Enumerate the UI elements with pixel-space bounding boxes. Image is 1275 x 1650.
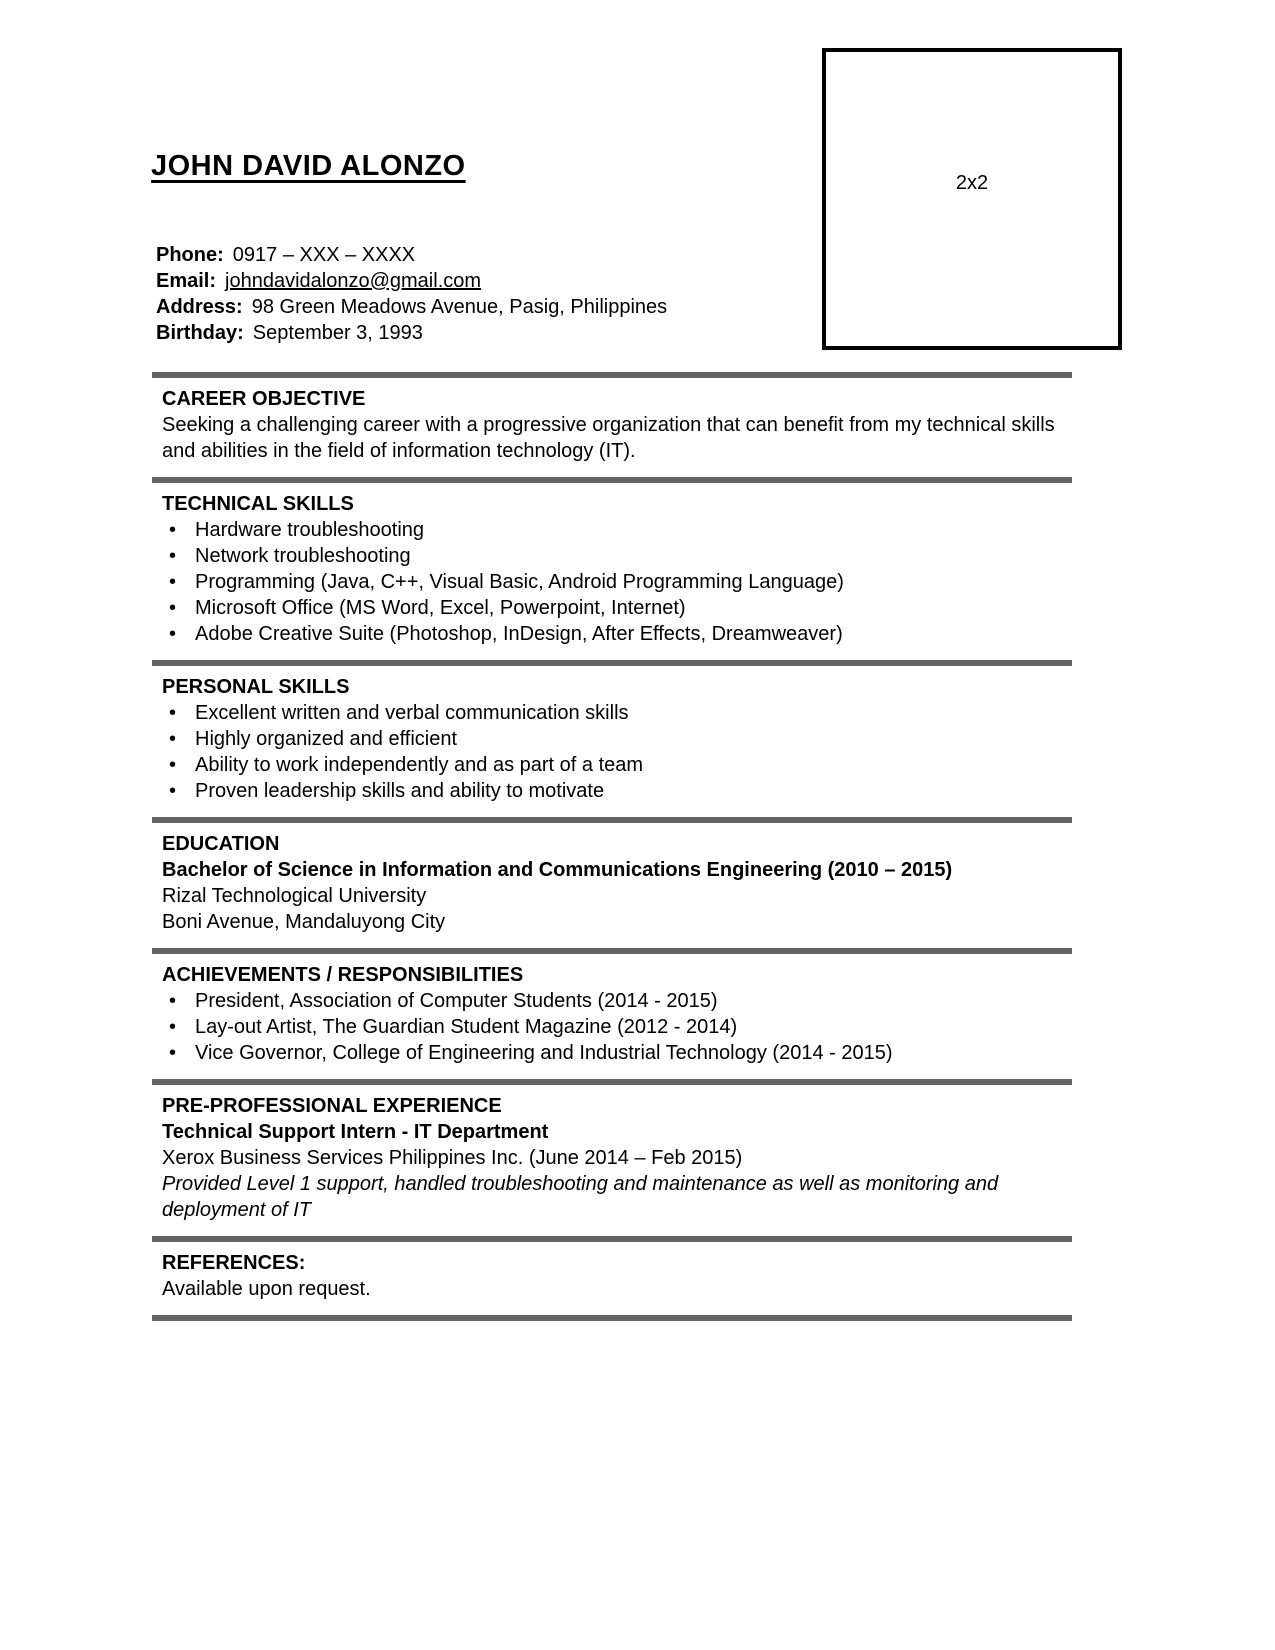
education-degree: Bachelor of Science in Information and Communications Engineering (2010 – 2015) [162, 859, 953, 881]
contact-block [152, 242, 1072, 346]
experience-position: Technical Support Intern - IT Department [162, 1121, 549, 1143]
email-link[interactable]: johndavidalonzo@gmail.com [225, 270, 482, 292]
section-references [152, 1242, 1072, 1315]
bullet-text: Adobe Creative Suite (Photoshop, InDesign, After Effects, Dreamweaver) [195, 623, 843, 645]
bullet-item [162, 621, 1072, 647]
experience-company: Xerox Business Services Philippines Inc. (June 2014 – Feb 2015) [162, 1147, 743, 1169]
bullet-icon: • [169, 780, 177, 802]
bullet-list [162, 517, 1072, 647]
bullet-item [162, 595, 1072, 621]
bullet-text: Network troubleshooting [195, 545, 411, 567]
bullet-item [162, 517, 1072, 543]
resume-name-heading: JOHN DAVID ALONZO [151, 150, 466, 182]
bullet-text: President, Association of Computer Students (2014 - 2015) [195, 990, 718, 1012]
references-text: Available upon request. [162, 1278, 371, 1300]
bullet-item [162, 726, 1072, 752]
bullet-text: Lay-out Artist, The Guardian Student Magazine (2012 - 2014) [195, 1016, 738, 1038]
contact-row-phone [156, 242, 1072, 268]
section-divider [152, 1315, 1072, 1321]
bullet-item [162, 700, 1072, 726]
career-objective-text: Seeking a challenging career with a progressive organization that can benefit from my technical skills and abilities in the field of information technology (IT). [162, 414, 1055, 462]
section-heading: PERSONAL SKILLS [162, 676, 350, 698]
contact-value: 98 Green Meadows Avenue, Pasig, Philippines [251, 296, 668, 318]
section-achievements [152, 954, 1072, 1079]
bullet-text: Programming (Java, C++, Visual Basic, Android Programming Language) [195, 571, 844, 593]
contact-label: Phone: [156, 244, 224, 266]
section-heading: ACHIEVEMENTS / RESPONSIBILITIES [162, 964, 524, 986]
bullet-icon: • [169, 702, 177, 724]
contact-label: Email: [156, 270, 217, 292]
bullet-icon: • [169, 597, 177, 619]
education-school: Rizal Technological University [162, 885, 427, 907]
bullet-icon: • [169, 1042, 177, 1064]
bullet-text: Hardware troubleshooting [195, 519, 425, 541]
section-heading: TECHNICAL SKILLS [162, 493, 354, 515]
section-personal-skills [152, 666, 1072, 817]
bullet-item [162, 1040, 1072, 1066]
contact-row-email [156, 268, 1072, 294]
section-education [152, 823, 1072, 948]
bullet-icon: • [169, 519, 177, 541]
bullet-item [162, 752, 1072, 778]
bullet-list [162, 988, 1072, 1066]
section-heading: CAREER OBJECTIVE [162, 388, 366, 410]
section-technical-skills [152, 483, 1072, 660]
bullet-text: Proven leadership skills and ability to motivate [195, 780, 605, 802]
contact-value: September 3, 1993 [252, 322, 423, 344]
bullet-item [162, 1014, 1072, 1040]
bullet-item [162, 988, 1072, 1014]
bullet-icon: • [169, 571, 177, 593]
bullet-text: Microsoft Office (MS Word, Excel, Powerpoint, Internet) [195, 597, 686, 619]
bullet-item [162, 778, 1072, 804]
contact-row-birthday [156, 320, 1072, 346]
bullet-icon: • [169, 623, 177, 645]
contact-label: Address: [156, 296, 243, 318]
bullet-icon: • [169, 990, 177, 1012]
section-heading: REFERENCES: [162, 1252, 306, 1274]
bullet-item [162, 543, 1072, 569]
section-heading: EDUCATION [162, 833, 280, 855]
bullet-icon: • [169, 545, 177, 567]
contact-value: 0917 – XXX – XXXX [232, 244, 416, 266]
photo-size-label: 2x2 [955, 171, 989, 194]
contact-row-address [156, 294, 1072, 320]
section-career-objective [152, 378, 1072, 477]
section-pre-professional-experience [152, 1085, 1072, 1236]
bullet-text: Ability to work independently and as part of a team [195, 754, 644, 776]
bullet-text: Excellent written and verbal communication skills [195, 702, 629, 724]
education-address: Boni Avenue, Mandaluyong City [162, 911, 446, 933]
bullet-icon: • [169, 754, 177, 776]
bullet-text: Vice Governor, College of Engineering and Industrial Technology (2014 - 2015) [195, 1042, 893, 1064]
bullet-text: Highly organized and efficient [195, 728, 458, 750]
bullet-icon: • [169, 728, 177, 750]
experience-description: Provided Level 1 support, handled troubleshooting and maintenance as well as monitoring and deployment of IT [162, 1173, 999, 1221]
bullet-list [162, 700, 1072, 804]
contact-label: Birthday: [156, 322, 244, 344]
resume-content [152, 242, 1072, 1321]
bullet-item [162, 569, 1072, 595]
bullet-icon: • [169, 1016, 177, 1038]
section-heading: PRE-PROFESSIONAL EXPERIENCE [162, 1095, 502, 1117]
